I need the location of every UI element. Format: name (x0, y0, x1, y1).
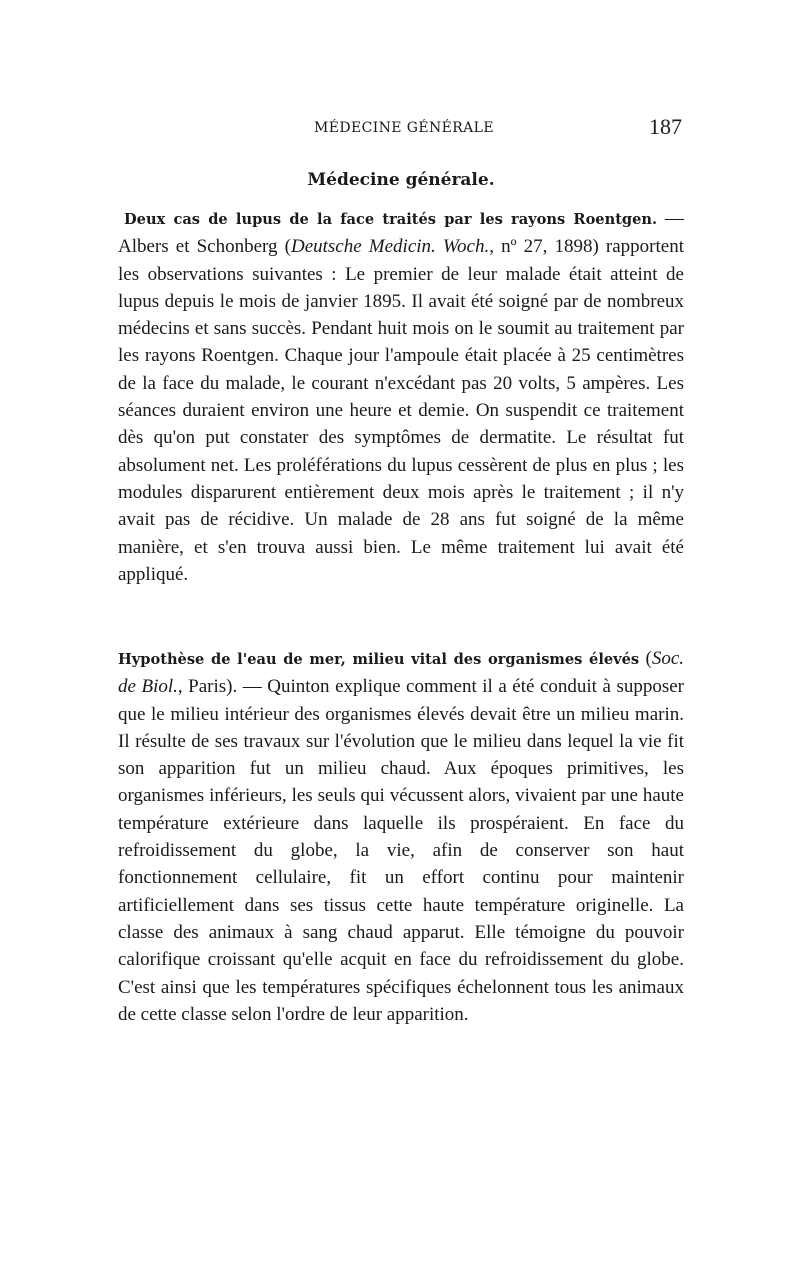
article-headline: Hypothèse de l'eau de mer, milieu vital des organismes élevés (118, 651, 640, 668)
running-title: MÉDECINE GÉNÉRALE (314, 120, 495, 136)
citation-open: ( (639, 648, 652, 669)
article-lupus-roentgen (118, 205, 684, 588)
running-head (118, 114, 684, 144)
article-body: Le premier de leur malade était atteint de lupus depuis le mois de janvier 1895. Il avait été soigné par de nombreux médecins et sans succès. Pendant huit mois on le soumit au traitement par les rayons Roentgen. Chaque jour l'ampoule était placée à 25 centimètres de la face du malade, le courant n'excédant pas 20 volts, 5 ampères. Les séances duraient environ une heure et demie. On suspendit ce traitement dès qu'on put constater des symptômes de dermatite. Le résultat fut absolument net. Les proléférations du lupus cessèrent de plus en plus ; les modules disparurent entièrement deux mois après le traitement ; il n'y avait pas de récidive. Un malade de 28 ans fut soigné de la même manière, et s'en trouva aussi bien. Le même traitement lui avait été appliqué. (118, 263, 684, 585)
citation-details: , nº 27, 1898) rapportent les observations suivantes : (118, 236, 684, 285)
journal-name: Deutsche Medicin. Woch. (290, 236, 490, 258)
article-body: Quinton explique comment il a été conduit à supposer que le milieu intérieur des organismes élevés devait être un milieu marin. Il résulte de ses travaux sur l'évolution que le milieu dans lequel la vie fit son apparition fut un milieu chaud. Aux époques primitives, les organismes inférieurs, les seuls qui vécussent alors, vivaient par une haute température extérieure dans laquelle ils prospéraient. En face du refroidissement du globe, la vie, afin de conserver son haut fonctionnement cellulaire, fit un effort continu pour maintenir artificiellement dans ses tissus cette haute température originelle. La classe des animaux à sang chaud apparut. Elle témoigne du pouvoir calorifique croissant qu'elle acquit en face du refroidissement du globe. C'est ainsi que les températures spécifiques échelonnent tous les animaux de cette classe selon l'ordre de leur apparition. (118, 676, 684, 1025)
article-eau-de-mer (118, 645, 684, 1028)
article-headline: Deux cas de lupus de la face traités par les rayons Roentgen. (124, 211, 658, 228)
section-title: Médecine générale. (307, 170, 495, 190)
journal-name: Soc. de Biol. (118, 648, 685, 698)
article-authors: — Albers et Schonberg ( (118, 208, 685, 258)
page-number: 187 (649, 114, 682, 139)
citation-details: , Paris). — (177, 676, 268, 698)
